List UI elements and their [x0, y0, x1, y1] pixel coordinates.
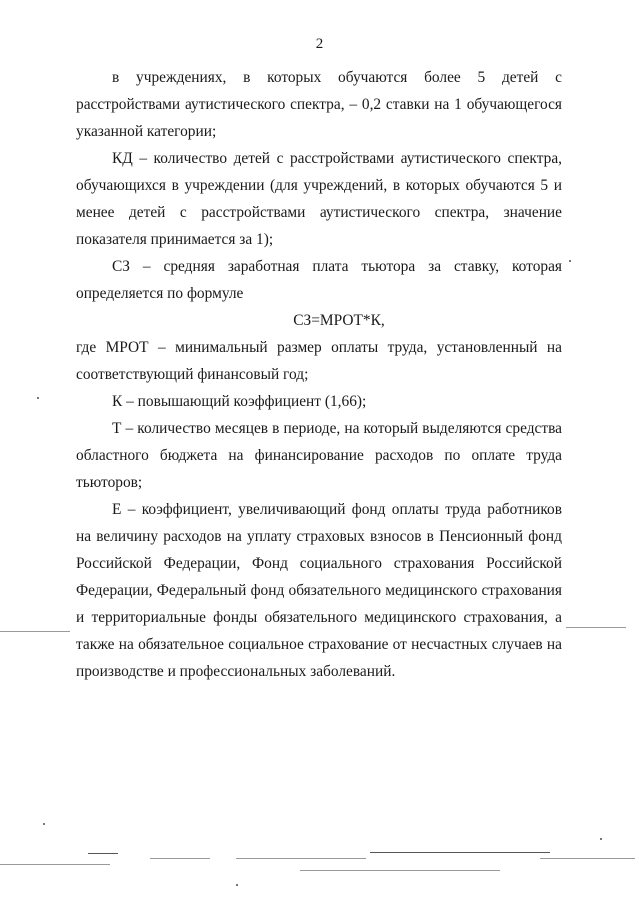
formula: СЗ=МРОТ*К,	[293, 312, 385, 329]
scan-artifact-line	[236, 858, 366, 859]
page-number: 2	[315, 36, 324, 52]
scan-artifact-line	[540, 858, 635, 859]
scan-artifact-line	[150, 858, 210, 859]
paragraph-e-definition: Е – коэффициент, увеличивающий фонд оплаты труда работников на величину расходов на уплату страховых взносов в Пенсионный фонд Российской Федерации, Фонд социального страхования Российской Федерации, Федеральный фонд обязательного медицинского страхования и территориальные фонды обязательного медицинского страхования, а также на обязательное социальное страхование от несчастных случаев на производстве и профессиональных заболеваний.	[76, 501, 562, 680]
paragraph-t-definition: Т – количество месяцев в периоде, на который выделяются средства областного бюджета на финансирование расходов по оплате труда тьюторов;	[76, 420, 562, 491]
paragraph-kd-definition: КД – количество детей с расстройствами аутистического спектра, обучающихся в учреждении (для учреждений, в которых обучаются 5 и менее детей с расстройствами аутистического спектра, значение показателя принимается за 1);	[76, 150, 562, 248]
scan-speck	[569, 260, 571, 262]
scan-artifact-line	[370, 852, 550, 853]
paragraph-sz-definition: СЗ – средняя заработная плата тьютора за ставку, которая определяется по формуле	[76, 258, 562, 302]
scan-artifact-line	[566, 627, 626, 628]
scan-artifact-line	[0, 631, 70, 632]
scan-speck	[236, 884, 238, 886]
scan-speck	[37, 397, 39, 399]
scan-artifact-line	[300, 870, 500, 871]
document-body	[76, 64, 562, 685]
paragraph-institutions: в учреждениях, в которых обучаются более 5 детей с расстройствами аутистического спектра, – 0,2 ставки на 1 обучающегося указанной категории;	[76, 69, 562, 140]
paragraph-mrot-definition: где МРОТ – минимальный размер оплаты труда, установленный на соответствующий финансовый год;	[76, 339, 562, 383]
scan-speck	[43, 823, 45, 825]
scan-artifact-line	[0, 864, 110, 865]
scan-speck	[600, 838, 602, 840]
scan-artifact-line	[88, 853, 118, 854]
paragraph-k-definition: К – повышающий коэффициент (1,66);	[112, 393, 367, 410]
